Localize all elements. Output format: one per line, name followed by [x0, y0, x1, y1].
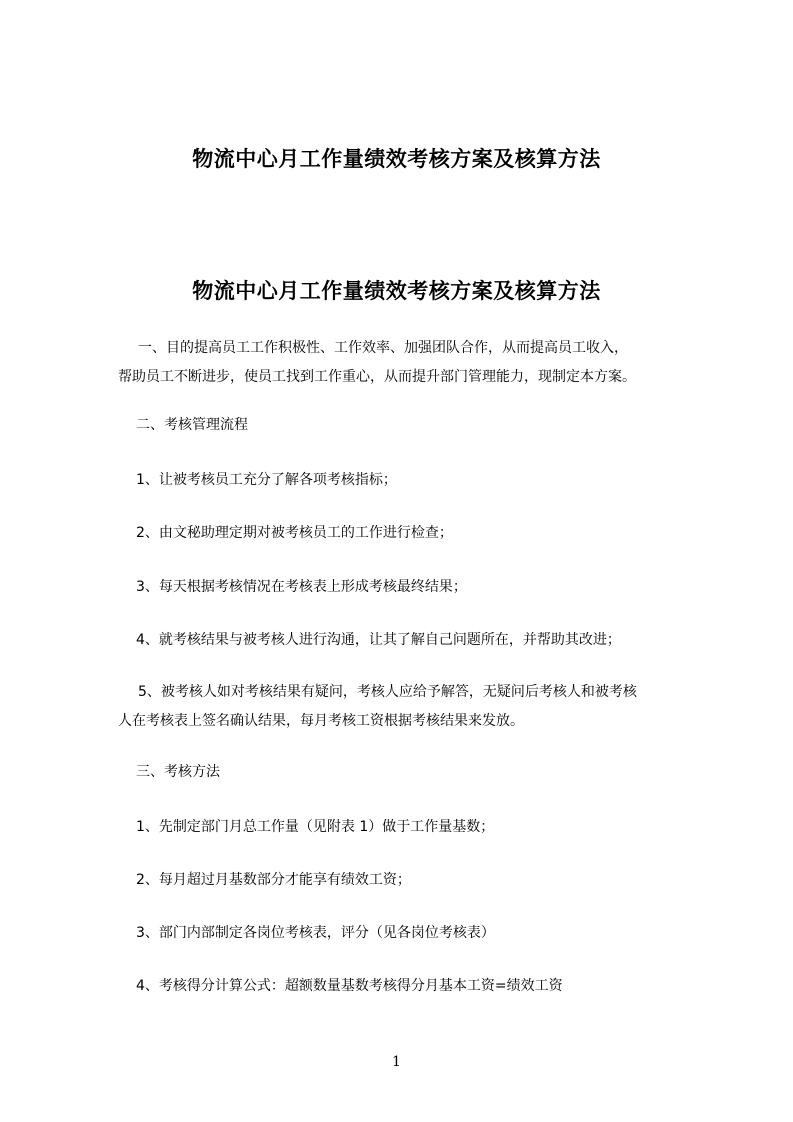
process-item-3: 3、每天根据考核情况在考核表上形成考核最终结果；	[136, 579, 467, 595]
process-item-1: 1、让被考核员工充分了解各项考核指标；	[136, 472, 397, 488]
process-item-2: 2、由文秘助理定期对被考核员工的工作进行检查；	[136, 525, 453, 541]
process-item-5	[118, 678, 712, 736]
method-item-2: 2、每月超过月基数部分才能享有绩效工资；	[136, 872, 411, 888]
method-item-1: 1、先制定部门月总工作量（见附表 1）做于工作量基数；	[136, 819, 495, 835]
process-item-5-line-1: 5、被考核人如对考核结果有疑问，考核人应给予解答，无疑问后考核人和被考核	[138, 684, 637, 700]
purpose-line-2: 帮助员工不断进步，使员工找到工作重心，从而提升部门管理能力，现制定本方案。	[118, 369, 636, 385]
section-3-heading: 三、考核方法	[136, 764, 220, 780]
purpose-paragraph	[118, 334, 712, 392]
document-title-main: 物流中心月工作量绩效考核方案及核算方法	[192, 279, 601, 303]
method-item-3: 3、部门内部制定各岗位考核表，评分（见各岗位考核表）	[136, 925, 495, 941]
document-title-top: 物流中心月工作量绩效考核方案及核算方法	[192, 147, 601, 171]
section-2-heading: 二、考核管理流程	[136, 417, 248, 433]
page-number: 1	[392, 1054, 401, 1070]
method-item-4: 4、考核得分计算公式：超额数量基数考核得分月基本工资=绩效工资	[136, 978, 563, 994]
process-item-5-line-2: 人在考核表上签名确认结果，每月考核工资根据考核结果来发放。	[118, 713, 524, 729]
process-item-4: 4、就考核结果与被考核人进行沟通，让其了解自己问题所在，并帮助其改进；	[136, 632, 621, 648]
purpose-line-1: 一、目的提高员工工作积极性、工作效率、加强团队合作，从而提高员工收入，	[138, 340, 628, 356]
